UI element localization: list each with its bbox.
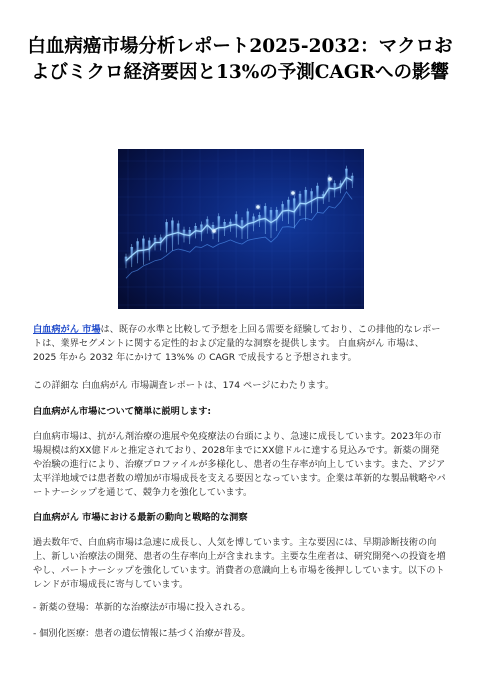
stock-chart-graphic (118, 149, 364, 309)
highlight-dot (212, 229, 216, 233)
highlight-dot (328, 177, 332, 181)
hero-image (118, 149, 364, 309)
pages-note-text: この詳細な 白血病がん 市場調査レポートは、174 ページにわたります。 (33, 380, 335, 391)
section-1-heading: 白血病がん市場について簡単に説明します: (33, 406, 212, 417)
section-1-body (33, 430, 447, 500)
section-2-heading: 白血病がん 市場における最新の動向と戦略的な洞察 (33, 512, 248, 523)
highlight-dot (256, 205, 260, 209)
section-1-text: 白血病市場は、抗がん剤治療の進展や免疫療法の台頭により、急速に成長しています。2023年の市場規模は約XX億ドルと推定されており、2028年までにXX億ドルに達する見込みです。新薬の開発や治験の進行により、治療プロファイルが多様化し、患者の生存率が向上しています。また、アジア太平洋地域では患者数の増加が市場成長を支える要因となっています。企業は革新的な製品戦略やパートナーシップを通じて、競争力を強化しています。 (33, 431, 446, 498)
intro-text: は、既存の水準と比較して予想を上回る需要を経験しており、この排他的なレポートは、業界セグメントに関する定性的および定量的な洞察を提供します。 白血病がん 市場は、2025 年から 2032 年にかけて 13%% の CAGR で成長すると予想されます。 (33, 324, 441, 363)
highlight-dot (291, 191, 295, 195)
bullet-item: - 新薬の登場：革新的な治療法が市場に投入される。 (33, 602, 251, 613)
section-2-text: 過去数年で、白血病市場は急速に成長し、人気を博しています。主な要因には、早期診断技術の向上、新しい治療法の開発、患者の生存率向上が含まれます。主要な生産者は、研究開発への投資を増やし、パートナーシップを強化しています。消費者の意識向上も市場を後押ししています。以下のトレンドが市場成長に寄与しています。 (33, 537, 446, 590)
market-link[interactable]: 白血病がん 市場 (33, 324, 101, 335)
pages-note (33, 379, 447, 393)
section-2-body (33, 536, 447, 592)
intro-paragraph (33, 323, 447, 365)
page-title: 白血病癌市場分析レポート2025-2032：マクロおよびミクロ経済要因と13%の予測CAGRへの影響 (27, 36, 453, 83)
bullet-item: - 個別化医療：患者の遺伝情報に基づく治療が普及。 (33, 628, 251, 639)
